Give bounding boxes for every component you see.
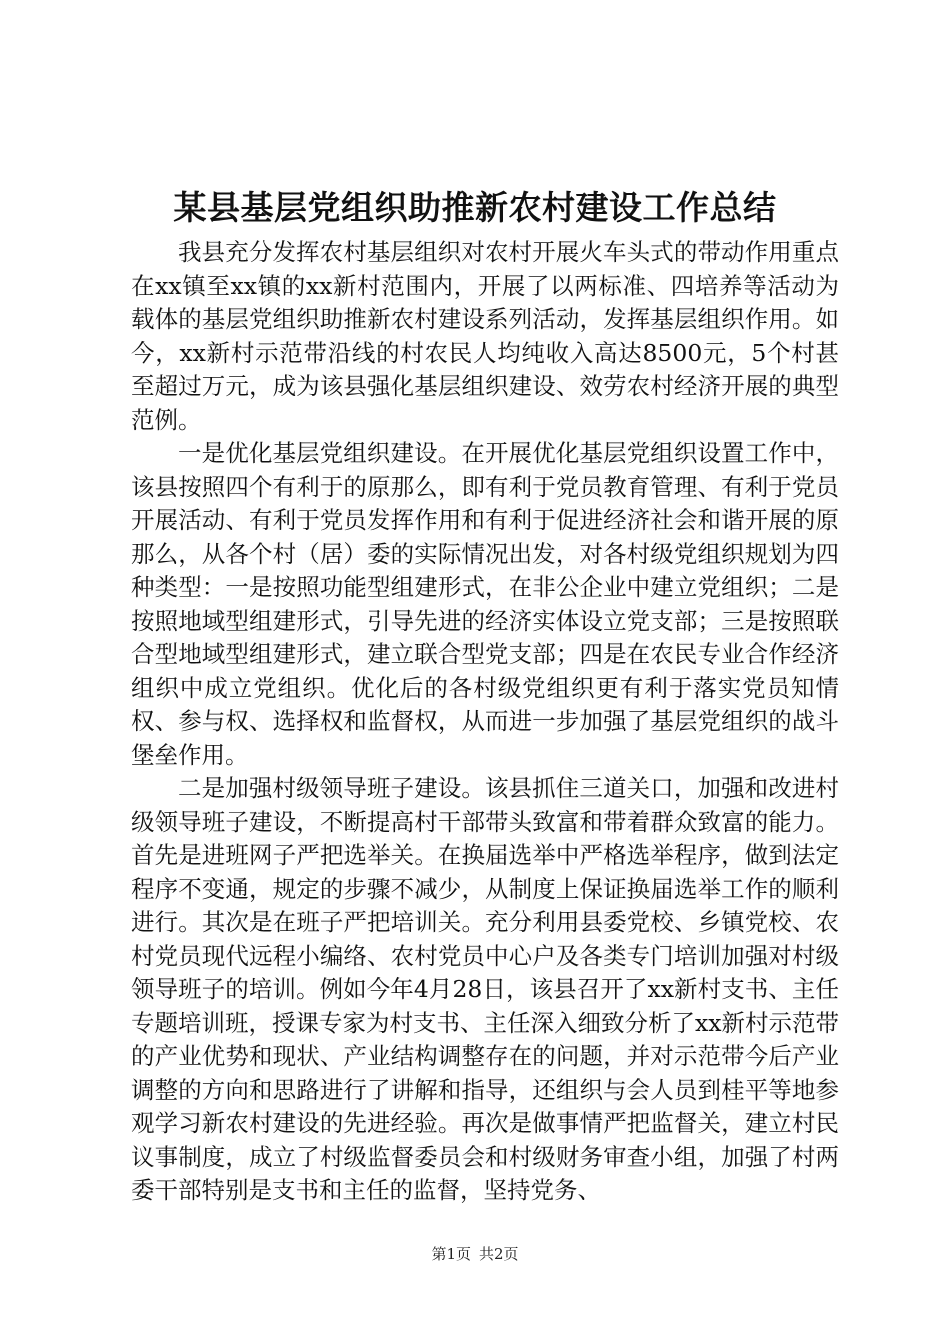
page-number: 第1页 — [431, 1245, 471, 1263]
document-body — [131, 236, 839, 1208]
page-total: 共2页 — [479, 1245, 519, 1263]
page-footer — [0, 1243, 950, 1265]
paragraph-leadership: 二是加强村级领导班子建设。该县抓住三道关口，加强和改进村级领导班子建设，不断提高村干部带头致富和带着群众致富的能力。首先是进班网子严把选举关。在换届选举中严格选举程序，做到法定程序不变通，规定的步骤不减少，从制度上保证换届选举工作的顺利进行。其次是在班子严把培训关。充分利用县委党校、乡镇党校、农村党员现代远程小编络、农村党员中心户及各类专门培训加强对村级领导班子的培训。例如今年4月28日，该县召开了xx新村支书、主任专题培训班，授课专家为村支书、主任深入细致分析了xx新村示范带的产业优势和现状、产业结构调整存在的问题，并对示范带今后产业调整的方向和思路进行了讲解和指导，还组织与会人员到桂平等地参观学习新农村建设的先进经验。再次是做事情严把监督关，建立村民议事制度，成立了村级监督委员会和村级财务审查小组，加强了村两委干部特别是支书和主任的监督，坚持党务、 — [131, 774, 840, 1204]
paragraph-party-organization: 一是优化基层党组织建设。在开展优化基层党组织设置工作中，该县按照四个有利于的原那么，即有利于党员教育管理、有利于党员开展活动、有利于党员发挥作用和有利于促进经济社会和谐开展的原那么，从各个村（居）委的实际情况出发，对各村级党组织规划为四种类型：一是按照功能型组建形式，在非公企业中建立党组织；二是按照地域型组建形式，引导先进的经济实体设立党支部；三是按照联合型地域型组建形式，建立联合型党支部；四是在农民专业合作经济组织中成立党组织。优化后的各村级党组织更有利于落实党员知情权、参与权、选择权和监督权，从而进一步加强了基层党组织的战斗堡垒作用。 — [131, 439, 839, 769]
document-title: 某县基层党组织助推新农村建设工作总结 — [173, 188, 777, 227]
paragraph-intro: 我县充分发挥农村基层组织对农村开展火车头式的带动作用重点在xx镇至xx镇的xx新村范围内，开展了以两标准、四培养等活动为载体的基层党组织助推新农村建设系列活动，发挥基层组织作用。如今，xx新村示范带沿线的村农民人均纯收入高达8500元，5个村甚至超过万元，成为该县强化基层组织建设、效劳农村经济开展的典型范例。 — [131, 238, 839, 434]
